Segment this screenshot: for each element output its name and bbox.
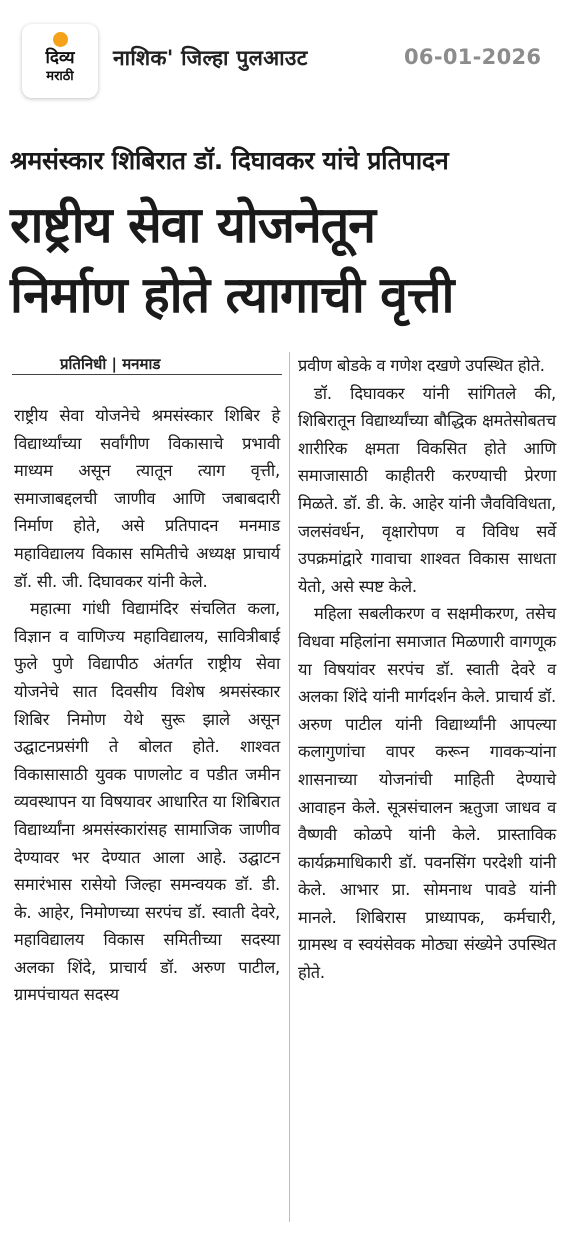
article-column-right bbox=[298, 352, 556, 987]
article-column-left bbox=[14, 402, 280, 1009]
article-paragraph: डॉ. दिघावकर यांनी सांगितले की, शिबिरातून विद्यार्थ्यांच्या बौद्धिक क्षमतेसोबतच शारीरिक क्षमता विकसित होते आणि समाजासाठी काहीतरी करण्याची प्रेरणा मिळते. डॉ. डी. के. आहेर यांनी जैवविविधता, जलसंवर्धन, वृक्षारोपण व विविध सर्वे उपक्रमांद्वारे गावाचा शाश्वत विकास साधता येतो, असे स्पष्ट केले. bbox=[298, 383, 556, 596]
article-paragraph: महात्मा गांधी विद्यामंदिर संचलित कला, विज्ञान व वाणिज्य महाविद्यालय, सावित्रीबाई फुले पुणे विद्यापीठ अंतर्गत राष्ट्रीय सेवा योजनेचे सात दिवसीय विशेष श्रमसंस्कार शिबिर निमोण येथे सुरू झाले असून उद्घाटनप्रसंगी ते बोलत होते. शाश्वत विकासासाठी युवक पाणलोट व पडीत जमीन व्यवस्थापन या विषयावर आधारित या शिबिरात विद्यार्थ्यांना श्रमसंस्कारांसह सामाजिक जाणीव देण्यावर भर देण्यात आला आहे. उद्घाटन समारंभास रासेयो जिल्हा समन्वयक डॉ. डी. के. आहेर, निमोणच्या सरपंच डॉ. स्वाती देवरे, महाविद्यालय विकास समितीच्या सदस्या अलका शिंदे, प्राचार्य डॉ. अरुण पाटील, ग्रामपंचायत सदस्य bbox=[14, 599, 280, 1005]
headline-line-1: राष्ट्रीय सेवा योजनेतून bbox=[10, 196, 375, 254]
newspaper-clipping bbox=[0, 122, 565, 1242]
edition-date: 06-01-2026 bbox=[404, 45, 542, 69]
article-paragraph: राष्ट्रीय सेवा योजनेचे श्रमसंस्कार शिबिर हे विद्यार्थ्यांच्या सर्वांगीण विकासाचे प्रभावी माध्यम असून त्यातून त्याग वृत्ती, समाजाबद्दलची जाणीव आणि जबाबदारी निर्माण होते, असे प्रतिपादन मनमाड महाविद्यालय विकास समितीचे अध्यक्ष प्राचार्य डॉ. सी. जी. दिघावकर यांनी केले. bbox=[14, 406, 280, 591]
article-paragraph: महिला सबलीकरण व सक्षमीकरण, तसेच विधवा महिलांना समाजात मिळणारी वागणूक या विषयांवर सरपंच डॉ. स्वाती देवरे व अलका शिंदे यांनी मार्गदर्शन केले. प्राचार्य डॉ. अरुण पाटील यांनी विद्यार्थ्यांनी आपल्या कलागुणांचा वापर करून गावकऱ्यांना शासनाच्या योजनांची माहिती देण्याचे आवाहन केले. सूत्रसंचालन ऋतुजा जाधव व वैष्णवी कोळपे यांनी केले. प्रास्ताविक कार्यक्रमाधिकारी डॉ. पवनसिंग परदेशी यांनी केले. आभार प्रा. सोमनाथ पावडे यांनी मानले. शिबिरास प्राध्यापक, कर्मचारी, ग्रामस्थ व स्वयंसेवक मोठ्या संख्येने उपस्थित होते. bbox=[298, 604, 556, 983]
divya-marathi-logo[interactable] bbox=[22, 24, 98, 98]
headline-line-2: निर्माण होते त्यागाची वृत्ती bbox=[10, 266, 454, 324]
article-kicker: श्रमसंस्कार शिबिरात डॉ. दिघावकर यांचे प्रतिपादन bbox=[10, 146, 449, 175]
edition-title: नाशिक' जिल्हा पुलआउट bbox=[113, 46, 308, 70]
article-paragraph: प्रवीण बोडके व गणेश दखणे उपस्थित होते. bbox=[298, 356, 545, 375]
article-byline: प्रतिनिधी | मनमाड bbox=[60, 355, 161, 373]
byline-divider bbox=[12, 374, 282, 375]
article-headline bbox=[10, 190, 558, 330]
logo-text-marathi: मराठी bbox=[46, 69, 74, 84]
share-header bbox=[0, 0, 565, 122]
column-divider bbox=[289, 352, 290, 1222]
logo-text-divya: दिव्य bbox=[45, 48, 75, 68]
sun-icon bbox=[53, 32, 68, 47]
